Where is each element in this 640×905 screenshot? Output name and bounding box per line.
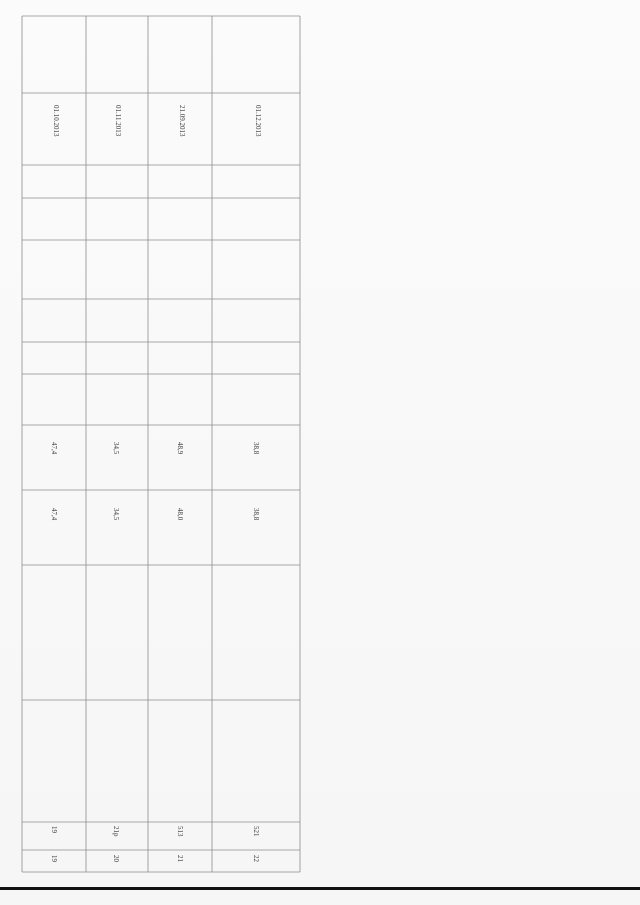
vehicle-count-cell <box>26 200 36 210</box>
start-date-cell: 01.10.2013 <box>52 105 60 137</box>
vehicle-count-cell <box>150 200 160 210</box>
route-name-cell <box>150 760 210 820</box>
max-age-cell <box>248 205 268 239</box>
carrier-cell <box>88 20 144 90</box>
length-back-cell: 47,4 <box>50 442 58 455</box>
length-fwd-cell: 34,5 <box>112 508 120 521</box>
length-fwd-cell: 47,4 <box>50 508 58 521</box>
start-date-cell: 01.11.2013 <box>114 105 122 137</box>
tariff-cell <box>90 345 130 375</box>
max-age-cell <box>170 205 190 239</box>
eco-class-cell <box>162 170 192 200</box>
vehicle-class-cell <box>50 255 60 295</box>
tariff-cell <box>26 345 66 375</box>
carrier-cell <box>150 20 208 90</box>
stop-mode-cell <box>154 378 194 422</box>
scan-edge-bar <box>0 887 640 890</box>
route-name-cell <box>246 705 266 815</box>
stop-mode-cell <box>232 378 272 422</box>
start-date-cell: 01.12.2013 <box>254 105 262 137</box>
row-number-cell: 20 <box>112 855 120 862</box>
tariff-cell <box>252 300 262 370</box>
transport-type-cell <box>112 305 122 345</box>
vehicle-count-cell <box>86 200 96 210</box>
stop-mode-cell <box>90 378 130 422</box>
route-number-cell: 521 <box>252 826 260 837</box>
transport-type-cell <box>50 305 60 345</box>
streets-cell <box>24 570 84 694</box>
carrier-cell <box>18 20 80 90</box>
streets-cell <box>150 570 210 694</box>
length-back-cell: 38,8 <box>252 442 260 455</box>
vehicle-class-cell <box>252 255 262 295</box>
vehicle-count-cell <box>226 200 236 210</box>
eco-class-cell <box>98 170 128 200</box>
vehicle-class-cell <box>176 255 186 295</box>
max-age-cell <box>106 205 126 239</box>
row-number-cell: 19 <box>50 855 58 862</box>
route-name-cell <box>24 760 84 820</box>
transport-type-cell <box>176 305 186 345</box>
route-number-cell: 21р <box>112 826 120 837</box>
max-age-cell <box>42 205 62 239</box>
length-back-cell: 48,9 <box>176 442 184 455</box>
stop-mode-cell <box>26 378 66 422</box>
route-number-cell: 19 <box>50 826 58 833</box>
length-fwd-cell: 48,0 <box>176 508 184 521</box>
carrier-cell <box>220 20 290 90</box>
eco-class-cell <box>240 170 270 200</box>
route-name-cell <box>86 760 146 820</box>
tariff-cell <box>154 345 194 375</box>
route-number-cell: 513 <box>176 826 184 837</box>
length-fwd-cell: 38,8 <box>252 508 260 521</box>
row-number-cell: 21 <box>176 855 184 862</box>
eco-class-cell <box>34 170 64 200</box>
streets-cell <box>86 570 146 694</box>
streets-cell <box>216 570 296 694</box>
vehicle-class-cell <box>112 255 122 295</box>
row-number-cell: 22 <box>252 855 260 862</box>
length-back-cell: 34,5 <box>112 442 120 455</box>
start-date-cell: 21.09.2013 <box>178 105 186 137</box>
